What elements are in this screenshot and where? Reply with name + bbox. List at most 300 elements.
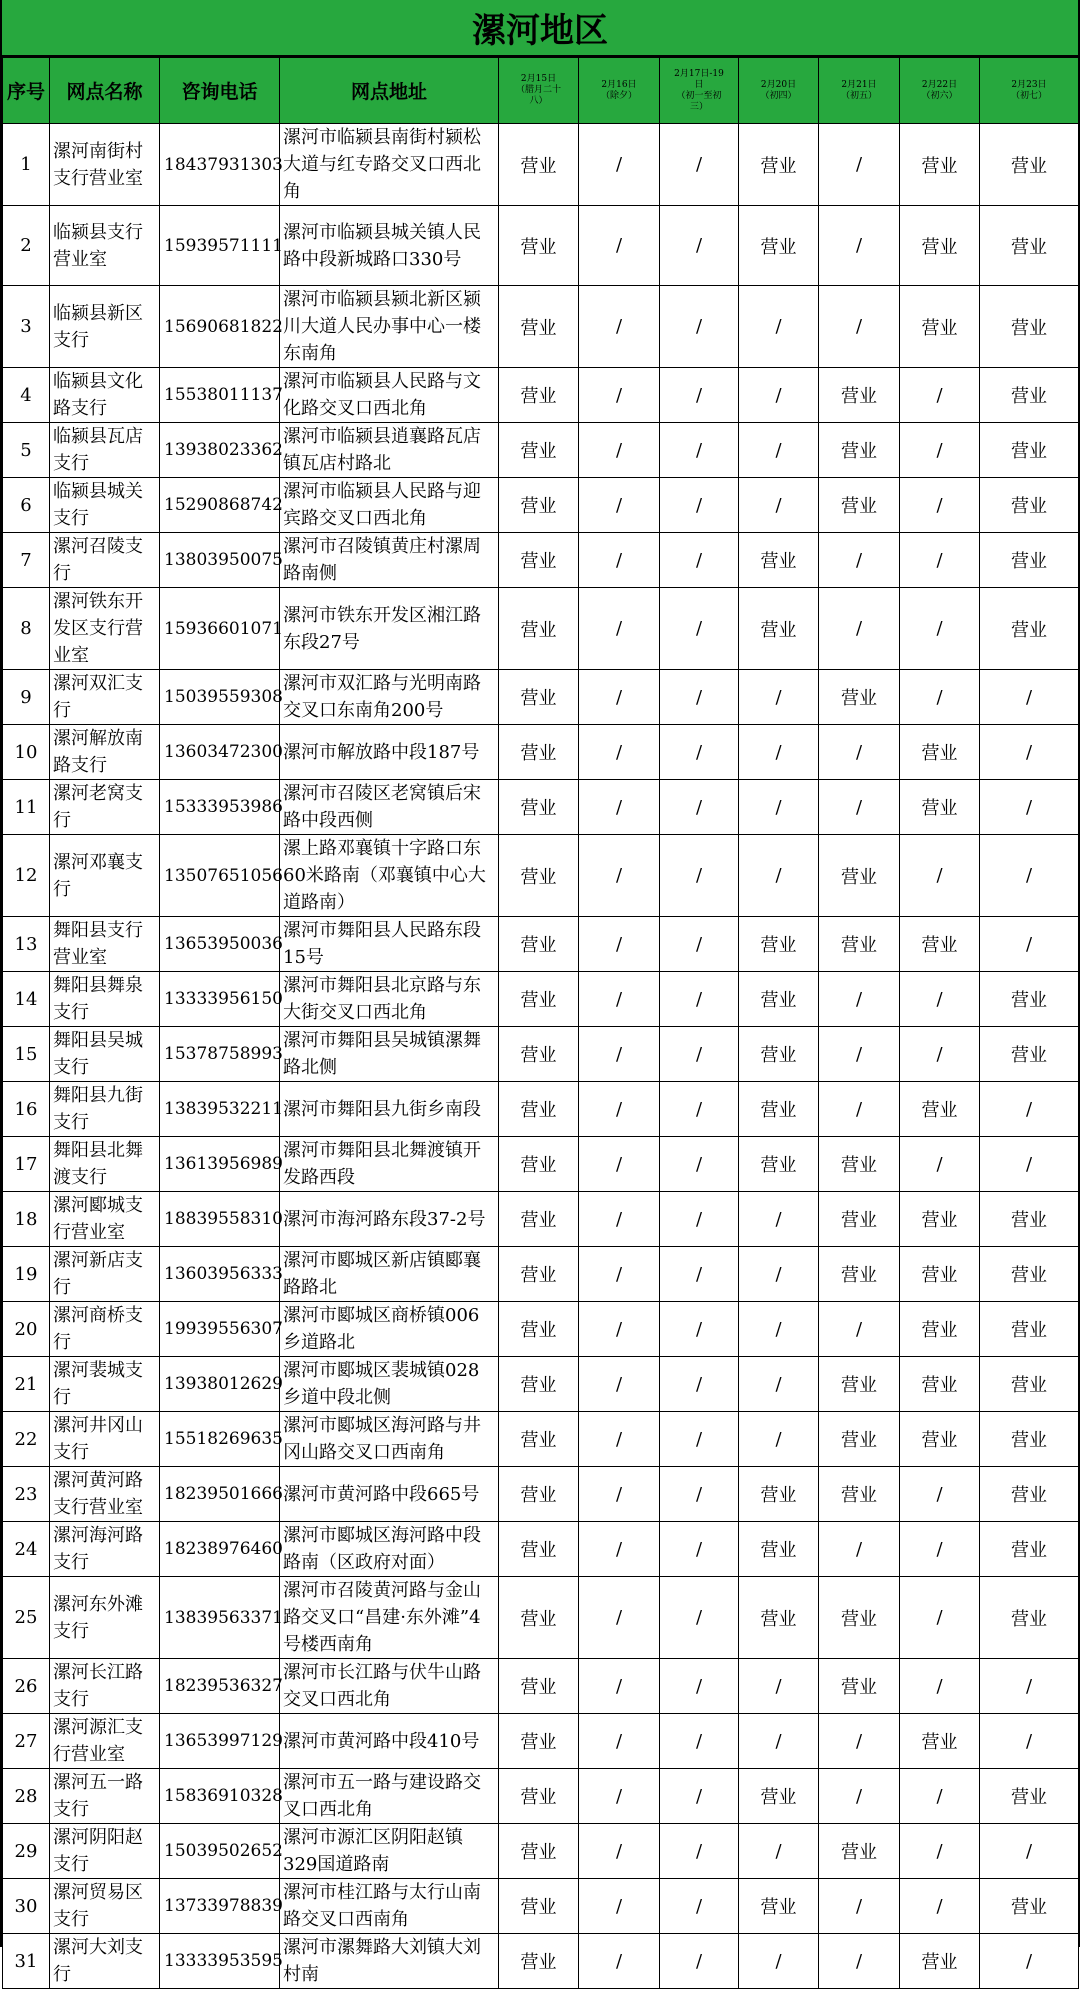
status-cell: / — [819, 533, 900, 588]
branch-address: 漯河市郾城区裴城镇028乡道中段北侧 — [280, 1357, 499, 1412]
status-cell: 营业 — [499, 1412, 579, 1467]
status-cell: / — [579, 1659, 660, 1714]
table-row — [3, 478, 1079, 533]
phone-number: 18437931303 — [160, 124, 280, 206]
status-cell: / — [819, 1082, 900, 1137]
table-row — [3, 423, 1079, 478]
status-cell: 营业 — [900, 1192, 980, 1247]
status-cell: 营业 — [499, 780, 579, 835]
branch-address: 漯河市解放路中段187号 — [280, 725, 499, 780]
branch-name: 漯河裴城支行 — [50, 1357, 160, 1412]
status-cell: / — [579, 124, 660, 206]
status-cell: / — [900, 1879, 980, 1934]
status-cell: 营业 — [900, 124, 980, 206]
status-cell: 营业 — [980, 1879, 1079, 1934]
status-cell: / — [739, 1824, 819, 1879]
status-cell: / — [819, 124, 900, 206]
status-cell: / — [579, 972, 660, 1027]
status-cell: 营业 — [980, 972, 1079, 1027]
status-cell: / — [579, 1467, 660, 1522]
table-row — [3, 725, 1079, 780]
branch-address: 漯河市五一路与建设路交叉口西北角 — [280, 1769, 499, 1824]
status-cell: / — [579, 835, 660, 917]
branch-address: 漯河市黄河路中段665号 — [280, 1467, 499, 1522]
status-cell: / — [579, 1082, 660, 1137]
status-cell: 营业 — [900, 725, 980, 780]
phone-number: 18239536327 — [160, 1659, 280, 1714]
status-cell: / — [660, 423, 739, 478]
status-cell: / — [660, 972, 739, 1027]
table-row — [3, 780, 1079, 835]
status-cell: / — [739, 725, 819, 780]
status-cell: / — [739, 835, 819, 917]
branch-address: 漯河市临颍县城关镇人民路中段新城路口330号 — [280, 206, 499, 286]
phone-number: 13613956989 — [160, 1137, 280, 1192]
status-cell: / — [900, 1467, 980, 1522]
status-cell: 营业 — [900, 917, 980, 972]
status-cell: 营业 — [819, 1192, 900, 1247]
table-row — [3, 1577, 1079, 1659]
status-cell: / — [579, 1192, 660, 1247]
status-cell: / — [900, 588, 980, 670]
row-number: 23 — [3, 1467, 50, 1522]
phone-number: 18839558310 — [160, 1192, 280, 1247]
status-cell: 营业 — [900, 1247, 980, 1302]
table-row — [3, 1659, 1079, 1714]
header-date-0221: 2月21日 （初五） — [819, 58, 900, 124]
status-cell: 营业 — [819, 1577, 900, 1659]
phone-number: 15538011137 — [160, 368, 280, 423]
status-cell: / — [819, 1302, 900, 1357]
status-cell: 营业 — [819, 1467, 900, 1522]
branch-address: 漯河市临颍县人民路与迎宾路交叉口西北角 — [280, 478, 499, 533]
status-cell: / — [660, 835, 739, 917]
status-cell: / — [579, 1769, 660, 1824]
status-cell: 营业 — [499, 1082, 579, 1137]
status-cell: 营业 — [739, 972, 819, 1027]
phone-number: 15333953986 — [160, 780, 280, 835]
status-cell: / — [900, 1769, 980, 1824]
branch-address: 漯河市召陵镇黄庄村漯周路南侧 — [280, 533, 499, 588]
branch-address: 漯河市召陵区老窝镇后宋路中段西侧 — [280, 780, 499, 835]
status-cell: / — [660, 1714, 739, 1769]
status-cell: 营业 — [819, 1357, 900, 1412]
status-cell: 营业 — [739, 1027, 819, 1082]
branch-name: 漯河阴阳赵支行 — [50, 1824, 160, 1879]
branch-address: 漯河市双汇路与光明南路交叉口东南角200号 — [280, 670, 499, 725]
status-cell: / — [819, 1769, 900, 1824]
status-cell: 营业 — [819, 917, 900, 972]
status-cell: / — [579, 725, 660, 780]
row-number: 11 — [3, 780, 50, 835]
row-number: 2 — [3, 206, 50, 286]
row-number: 28 — [3, 1769, 50, 1824]
status-cell: / — [660, 1247, 739, 1302]
status-cell: 营业 — [739, 1522, 819, 1577]
branch-name: 漯河源汇支行营业室 — [50, 1714, 160, 1769]
table-row — [3, 917, 1079, 972]
status-cell: 营业 — [980, 588, 1079, 670]
table-row — [3, 1522, 1079, 1577]
branch-name: 漯河铁东开发区支行营业室 — [50, 588, 160, 670]
branch-address: 漯上路邓襄镇十字路口东60米路南（邓襄镇中心大道路南） — [280, 835, 499, 917]
header-date-0216: 2月16日 （除夕） — [579, 58, 660, 124]
branch-address: 漯河市漯舞路大刘镇大刘村南 — [280, 1934, 499, 1989]
row-number: 9 — [3, 670, 50, 725]
branch-address: 漯河市舞阳县吴城镇漯舞路北侧 — [280, 1027, 499, 1082]
status-cell: / — [900, 1659, 980, 1714]
status-cell: / — [739, 368, 819, 423]
header-no: 序号 — [3, 58, 50, 124]
branch-address: 漯河市舞阳县人民路东段15号 — [280, 917, 499, 972]
branch-name: 漯河解放南路支行 — [50, 725, 160, 780]
status-cell: 营业 — [980, 1577, 1079, 1659]
branch-name: 漯河大刘支行 — [50, 1934, 160, 1989]
table-row — [3, 1714, 1079, 1769]
status-cell: / — [579, 780, 660, 835]
branch-address: 漯河市舞阳县九街乡南段 — [280, 1082, 499, 1137]
branch-address: 漯河市临颍县人民路与文化路交叉口西北角 — [280, 368, 499, 423]
status-cell: / — [579, 423, 660, 478]
status-cell: / — [900, 533, 980, 588]
status-cell: / — [980, 1082, 1079, 1137]
status-cell: / — [660, 124, 739, 206]
phone-number: 13603472300 — [160, 725, 280, 780]
status-cell: / — [819, 206, 900, 286]
status-cell: / — [660, 1412, 739, 1467]
row-number: 25 — [3, 1577, 50, 1659]
row-number: 21 — [3, 1357, 50, 1412]
phone-number: 13839563371 — [160, 1577, 280, 1659]
status-cell: / — [579, 1714, 660, 1769]
status-cell: / — [739, 780, 819, 835]
phone-number: 13333956150 — [160, 972, 280, 1027]
branch-name: 舞阳县北舞渡支行 — [50, 1137, 160, 1192]
status-cell: / — [980, 1824, 1079, 1879]
status-cell: 营业 — [499, 1769, 579, 1824]
status-cell: 营业 — [980, 368, 1079, 423]
branch-name: 漯河商桥支行 — [50, 1302, 160, 1357]
row-number: 27 — [3, 1714, 50, 1769]
status-cell: / — [660, 286, 739, 368]
table-body — [3, 124, 1079, 1989]
status-cell: 营业 — [739, 1879, 819, 1934]
status-cell: / — [819, 1934, 900, 1989]
region-title: 漯河地区 — [2, 0, 1078, 57]
status-cell: 营业 — [499, 1137, 579, 1192]
header-name: 网点名称 — [50, 58, 160, 124]
status-cell: / — [739, 1659, 819, 1714]
status-cell: 营业 — [819, 423, 900, 478]
status-cell: 营业 — [739, 533, 819, 588]
status-cell: 营业 — [900, 1357, 980, 1412]
status-cell: 营业 — [900, 780, 980, 835]
status-cell: 营业 — [980, 1769, 1079, 1824]
status-cell: 营业 — [980, 206, 1079, 286]
status-cell: / — [900, 423, 980, 478]
table-row — [3, 670, 1079, 725]
status-cell: 营业 — [499, 423, 579, 478]
phone-number: 15039502652 — [160, 1824, 280, 1879]
branch-address: 漯河市郾城区新店镇郾襄路路北 — [280, 1247, 499, 1302]
phone-number: 15836910328 — [160, 1769, 280, 1824]
status-cell: / — [900, 835, 980, 917]
branch-address: 漯河市临颍县逍襄路瓦店镇瓦店村路北 — [280, 423, 499, 478]
row-number: 5 — [3, 423, 50, 478]
status-cell: 营业 — [499, 124, 579, 206]
status-cell: 营业 — [739, 1467, 819, 1522]
status-cell: 营业 — [499, 1357, 579, 1412]
status-cell: 营业 — [980, 1302, 1079, 1357]
phone-number: 18239501666 — [160, 1467, 280, 1522]
row-number: 6 — [3, 478, 50, 533]
row-number: 10 — [3, 725, 50, 780]
status-cell: 营业 — [900, 1412, 980, 1467]
status-cell: / — [980, 917, 1079, 972]
phone-number: 15936601071 — [160, 588, 280, 670]
status-cell: 营业 — [980, 533, 1079, 588]
status-cell: 营业 — [499, 368, 579, 423]
status-cell: 营业 — [980, 1467, 1079, 1522]
branch-address: 漯河市铁东开发区湘江路东段27号 — [280, 588, 499, 670]
branch-name: 漯河郾城支行营业室 — [50, 1192, 160, 1247]
status-cell: / — [579, 478, 660, 533]
status-cell: 营业 — [900, 1302, 980, 1357]
status-cell: / — [579, 368, 660, 423]
branch-name: 临颍县瓦店支行 — [50, 423, 160, 478]
status-cell: / — [579, 206, 660, 286]
status-cell: / — [660, 1522, 739, 1577]
status-cell: / — [900, 478, 980, 533]
status-cell: 营业 — [499, 533, 579, 588]
branch-name: 漯河召陵支行 — [50, 533, 160, 588]
status-cell: / — [980, 670, 1079, 725]
status-cell: / — [660, 1824, 739, 1879]
status-cell: / — [660, 1302, 739, 1357]
status-cell: 营业 — [739, 1137, 819, 1192]
branch-name: 漯河海河路支行 — [50, 1522, 160, 1577]
status-cell: 营业 — [819, 670, 900, 725]
status-cell: 营业 — [980, 124, 1079, 206]
status-cell: 营业 — [499, 972, 579, 1027]
status-cell: 营业 — [499, 1192, 579, 1247]
row-number: 19 — [3, 1247, 50, 1302]
status-cell: 营业 — [980, 1522, 1079, 1577]
status-cell: / — [660, 1659, 739, 1714]
status-cell: / — [900, 670, 980, 725]
status-cell: / — [819, 780, 900, 835]
table-row — [3, 1879, 1079, 1934]
status-cell: / — [579, 1357, 660, 1412]
row-number: 20 — [3, 1302, 50, 1357]
branch-name: 漯河东外滩支行 — [50, 1577, 160, 1659]
status-cell: / — [980, 1714, 1079, 1769]
status-cell: 营业 — [499, 1824, 579, 1879]
row-number: 14 — [3, 972, 50, 1027]
branch-name: 舞阳县九街支行 — [50, 1082, 160, 1137]
status-cell: 营业 — [819, 1824, 900, 1879]
status-cell: 营业 — [980, 1192, 1079, 1247]
status-cell: / — [660, 1879, 739, 1934]
branch-address: 漯河市郾城区海河路中段路南（区政府对面） — [280, 1522, 499, 1577]
status-cell: 营业 — [499, 1247, 579, 1302]
status-cell: / — [660, 917, 739, 972]
table-row — [3, 1824, 1079, 1879]
status-cell: / — [739, 286, 819, 368]
row-number: 1 — [3, 124, 50, 206]
table-row — [3, 533, 1079, 588]
branch-name: 临颍县支行营业室 — [50, 206, 160, 286]
status-cell: 营业 — [499, 1302, 579, 1357]
status-cell: / — [819, 588, 900, 670]
status-cell: 营业 — [499, 206, 579, 286]
status-cell: / — [739, 1934, 819, 1989]
row-number: 13 — [3, 917, 50, 972]
status-cell: / — [900, 1027, 980, 1082]
status-cell: 营业 — [819, 478, 900, 533]
row-number: 3 — [3, 286, 50, 368]
status-cell: 营业 — [819, 1137, 900, 1192]
status-cell: / — [579, 286, 660, 368]
status-cell: 营业 — [499, 1027, 579, 1082]
status-cell: 营业 — [499, 1467, 579, 1522]
row-number: 24 — [3, 1522, 50, 1577]
phone-number: 19939556307 — [160, 1302, 280, 1357]
status-cell: 营业 — [499, 1934, 579, 1989]
branch-address: 漯河市召陵黄河路与金山路交叉口“昌建·东外滩”4号楼西南角 — [280, 1577, 499, 1659]
status-cell: 营业 — [739, 588, 819, 670]
branch-address: 漯河市桂江路与太行山南路交叉口西南角 — [280, 1879, 499, 1934]
status-cell: / — [980, 725, 1079, 780]
status-cell: / — [739, 1412, 819, 1467]
status-cell: 营业 — [980, 1357, 1079, 1412]
status-cell: 营业 — [739, 206, 819, 286]
header-phone: 咨询电话 — [160, 58, 280, 124]
table-row — [3, 588, 1079, 670]
table-row — [3, 1357, 1079, 1412]
status-cell: / — [819, 1027, 900, 1082]
branch-address: 漯河市郾城区海河路与井冈山路交叉口西南角 — [280, 1412, 499, 1467]
status-cell: / — [660, 1137, 739, 1192]
row-number: 22 — [3, 1412, 50, 1467]
phone-number: 13839532211 — [160, 1082, 280, 1137]
status-cell: 营业 — [499, 835, 579, 917]
status-cell: 营业 — [980, 1412, 1079, 1467]
status-cell: / — [900, 1522, 980, 1577]
status-cell: / — [579, 1247, 660, 1302]
table-row — [3, 1769, 1079, 1824]
branch-address: 漯河市舞阳县北舞渡镇开发路西段 — [280, 1137, 499, 1192]
status-cell: 营业 — [900, 1082, 980, 1137]
table-row — [3, 1934, 1079, 1989]
status-cell: / — [579, 1522, 660, 1577]
branch-name: 临颍县文化路支行 — [50, 368, 160, 423]
header-date-0223: 2月23日 （初七） — [980, 58, 1079, 124]
status-cell: / — [579, 1027, 660, 1082]
status-cell: / — [660, 206, 739, 286]
status-cell: / — [819, 286, 900, 368]
row-number: 7 — [3, 533, 50, 588]
status-cell: / — [660, 1467, 739, 1522]
phone-number: 15378758993 — [160, 1027, 280, 1082]
status-cell: 营业 — [739, 1769, 819, 1824]
phone-number: 13507651056 — [160, 835, 280, 917]
status-cell: / — [579, 588, 660, 670]
branch-address: 漯河市黄河路中段410号 — [280, 1714, 499, 1769]
status-cell: / — [660, 725, 739, 780]
table-row — [3, 206, 1079, 286]
row-number: 26 — [3, 1659, 50, 1714]
table-row — [3, 1302, 1079, 1357]
status-cell: 营业 — [739, 1082, 819, 1137]
branch-address: 漯河市临颍县南街村颍松大道与红专路交叉口西北角 — [280, 124, 499, 206]
row-number: 12 — [3, 835, 50, 917]
row-number: 29 — [3, 1824, 50, 1879]
status-cell: 营业 — [980, 1027, 1079, 1082]
row-number: 8 — [3, 588, 50, 670]
status-cell: 营业 — [499, 478, 579, 533]
branch-name: 漯河黄河路支行营业室 — [50, 1467, 160, 1522]
status-cell: / — [900, 972, 980, 1027]
status-cell: / — [819, 1714, 900, 1769]
status-cell: / — [579, 1934, 660, 1989]
status-cell: 营业 — [499, 1577, 579, 1659]
status-cell: / — [660, 1357, 739, 1412]
branch-name: 漯河井冈山支行 — [50, 1412, 160, 1467]
table-row — [3, 368, 1079, 423]
status-cell: / — [900, 1137, 980, 1192]
status-cell: 营业 — [499, 588, 579, 670]
table-row — [3, 972, 1079, 1027]
branch-name: 漯河双汇支行 — [50, 670, 160, 725]
status-cell: / — [739, 670, 819, 725]
status-cell: / — [660, 670, 739, 725]
status-cell: / — [660, 1769, 739, 1824]
branch-name: 舞阳县舞泉支行 — [50, 972, 160, 1027]
phone-number: 15290868742 — [160, 478, 280, 533]
status-cell: / — [739, 1247, 819, 1302]
status-cell: 营业 — [900, 286, 980, 368]
phone-number: 13333953595 — [160, 1934, 280, 1989]
status-cell: / — [579, 670, 660, 725]
branch-address: 漯河市郾城区商桥镇006乡道路北 — [280, 1302, 499, 1357]
row-number: 30 — [3, 1879, 50, 1934]
status-cell: 营业 — [819, 1412, 900, 1467]
phone-number: 15518269635 — [160, 1412, 280, 1467]
status-cell: / — [660, 1027, 739, 1082]
status-cell: / — [660, 780, 739, 835]
header-date-0217-0219: 2月17日-19 日 （初一至初 三） — [660, 58, 739, 124]
header-date-0220: 2月20日 （初四） — [739, 58, 819, 124]
status-cell: 营业 — [499, 917, 579, 972]
phone-number: 15039559308 — [160, 670, 280, 725]
status-cell: 营业 — [819, 368, 900, 423]
status-cell: / — [579, 1302, 660, 1357]
row-number: 15 — [3, 1027, 50, 1082]
status-cell: / — [980, 1934, 1079, 1989]
branch-name: 漯河贸易区支行 — [50, 1879, 160, 1934]
status-cell: 营业 — [739, 124, 819, 206]
table-row — [3, 1467, 1079, 1522]
table-row — [3, 286, 1079, 368]
status-cell: / — [579, 1824, 660, 1879]
status-cell: / — [819, 972, 900, 1027]
table-row — [3, 835, 1079, 917]
status-cell: / — [980, 835, 1079, 917]
header-row — [3, 58, 1079, 124]
status-cell: / — [819, 1879, 900, 1934]
phone-number: 13803950075 — [160, 533, 280, 588]
